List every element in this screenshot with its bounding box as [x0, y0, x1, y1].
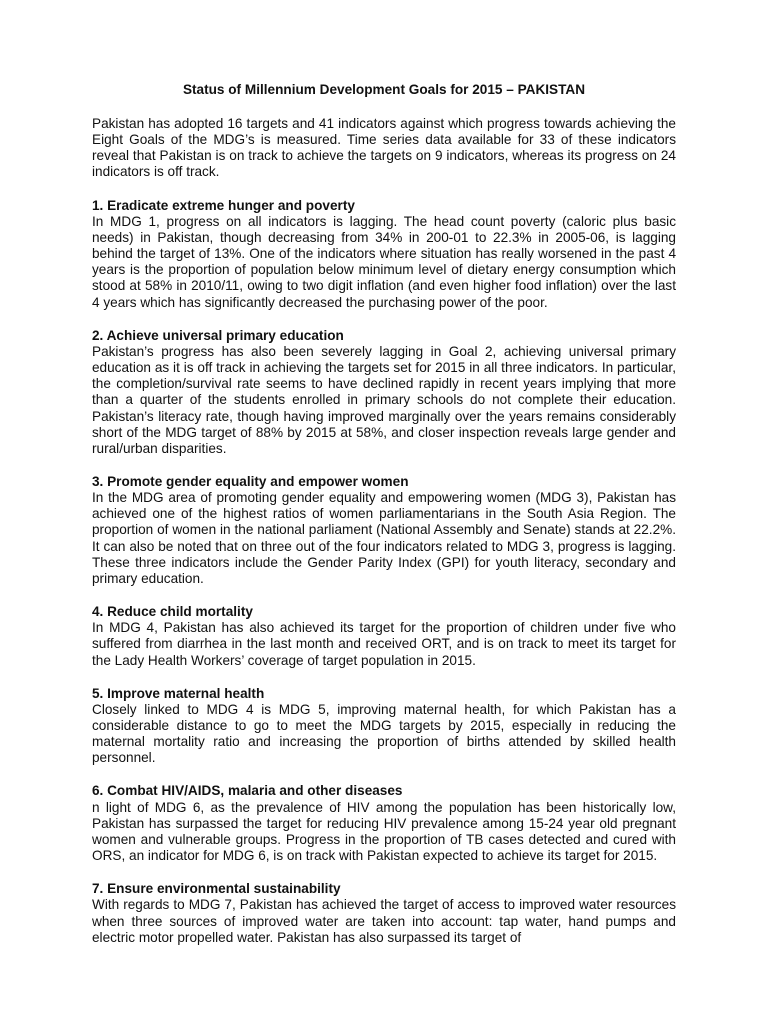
section-heading: 3. Promote gender equality and empower women: [92, 473, 409, 489]
section-heading: 5. Improve maternal health: [92, 685, 265, 701]
section-goal-3: [92, 474, 676, 587]
section-goal-7: [92, 881, 676, 946]
section-goal-2: [92, 328, 676, 457]
section-heading: 1. Eradicate extreme hunger and poverty: [92, 197, 355, 213]
section-body: n light of MDG 6, as the prevalence of HIV among the population has been historically low, Pakistan has surpassed the target for reducing HIV prevalence among 15-24 year old pregnant women and vulnerable groups. Progress in the proportion of TB cases detected and cured with ORS, an indicator for MDG 6, is on track with Pakistan expected to achieve its target for 2015.: [92, 799, 676, 864]
section-heading: 6. Combat HIV/AIDS, malaria and other diseases: [92, 783, 403, 799]
section-goal-4: [92, 604, 676, 669]
section-heading: 4. Reduce child mortality: [92, 604, 253, 620]
section-body: In MDG 4, Pakistan has also achieved its target for the proportion of children under five who suffered from diarrhea in the last month and received ORT, and is on track to meet its target for the Lady Health Workers’ coverage of target population in 2015.: [92, 620, 676, 668]
section-body: With regards to MDG 7, Pakistan has achieved the target of access to improved water resources when three sources of improved water are taken into account: tap water, hand pumps and electric motor propelled water. Pakistan has also surpassed its target of: [92, 897, 676, 945]
section-goal-5: [92, 686, 676, 767]
intro-paragraph: Pakistan has adopted 16 targets and 41 indicators against which progress towards achieving the Eight Goals of the MDG’s is measured. Time series data available for 33 of these indicators reveal that Pakistan is on track to achieve the targets on 9 indicators, whereas its progress on 24 indicators is off track.: [92, 116, 676, 180]
section-body: Pakistan’s progress has also been severely lagging in Goal 2, achieving universal primary education as it is off track in achieving the targets set for 2015 in all three indicators. In particular, the completion/survival rate seems to have declined rapidly in recent years implying that more than a quarter of the students enrolled in primary schools do not complete their education. Pakistan’s literacy rate, though having improved marginally over the years remains considerably short of the MDG target of 88% by 2015 at 58%, and closer inspection reveals large gender and rural/urban disparities.: [92, 343, 676, 456]
section-goal-6: [92, 783, 676, 864]
section-heading: 2. Achieve universal primary education: [92, 327, 344, 343]
section-body: Closely linked to MDG 4 is MDG 5, improving maternal health, for which Pakistan has a considerable distance to go to meet the MDG targets by 2015, especially in reducing the maternal mortality ratio and increasing the proportion of births attended by skilled health personnel.: [92, 701, 676, 766]
document-page: [92, 82, 676, 946]
document-title: Status of Millennium Development Goals for 2015 – PAKISTAN: [182, 82, 586, 97]
section-goal-1: [92, 198, 676, 311]
section-body: In the MDG area of promoting gender equality and empowering women (MDG 3), Pakistan has achieved one of the highest ratios of women parliamentarians in the South Asia Region. The proportion of women in the national parliament (National Assembly and Senate) stands at 22.2%. It can also be noted that on three out of the four indicators related to MDG 3, progress is lagging. These three indicators include the Gender Parity Index (GPI) for youth literacy, secondary and primary education.: [92, 490, 676, 586]
section-body: In MDG 1, progress on all indicators is lagging. The head count poverty (caloric plus basic needs) in Pakistan, though decreasing from 34% in 200-01 to 22.3% in 2005-06, is lagging behind the target of 13%. One of the indicators where situation has really worsened in the past 4 years is the proportion of population below minimum level of dietary energy consumption which stood at 58% in 2010/11, owing to two digit inflation (and even higher food inflation) over the last 4 years which has significantly decreased the purchasing power of the poor.: [92, 213, 676, 310]
section-heading: 7. Ensure environmental sustainability: [92, 881, 341, 897]
